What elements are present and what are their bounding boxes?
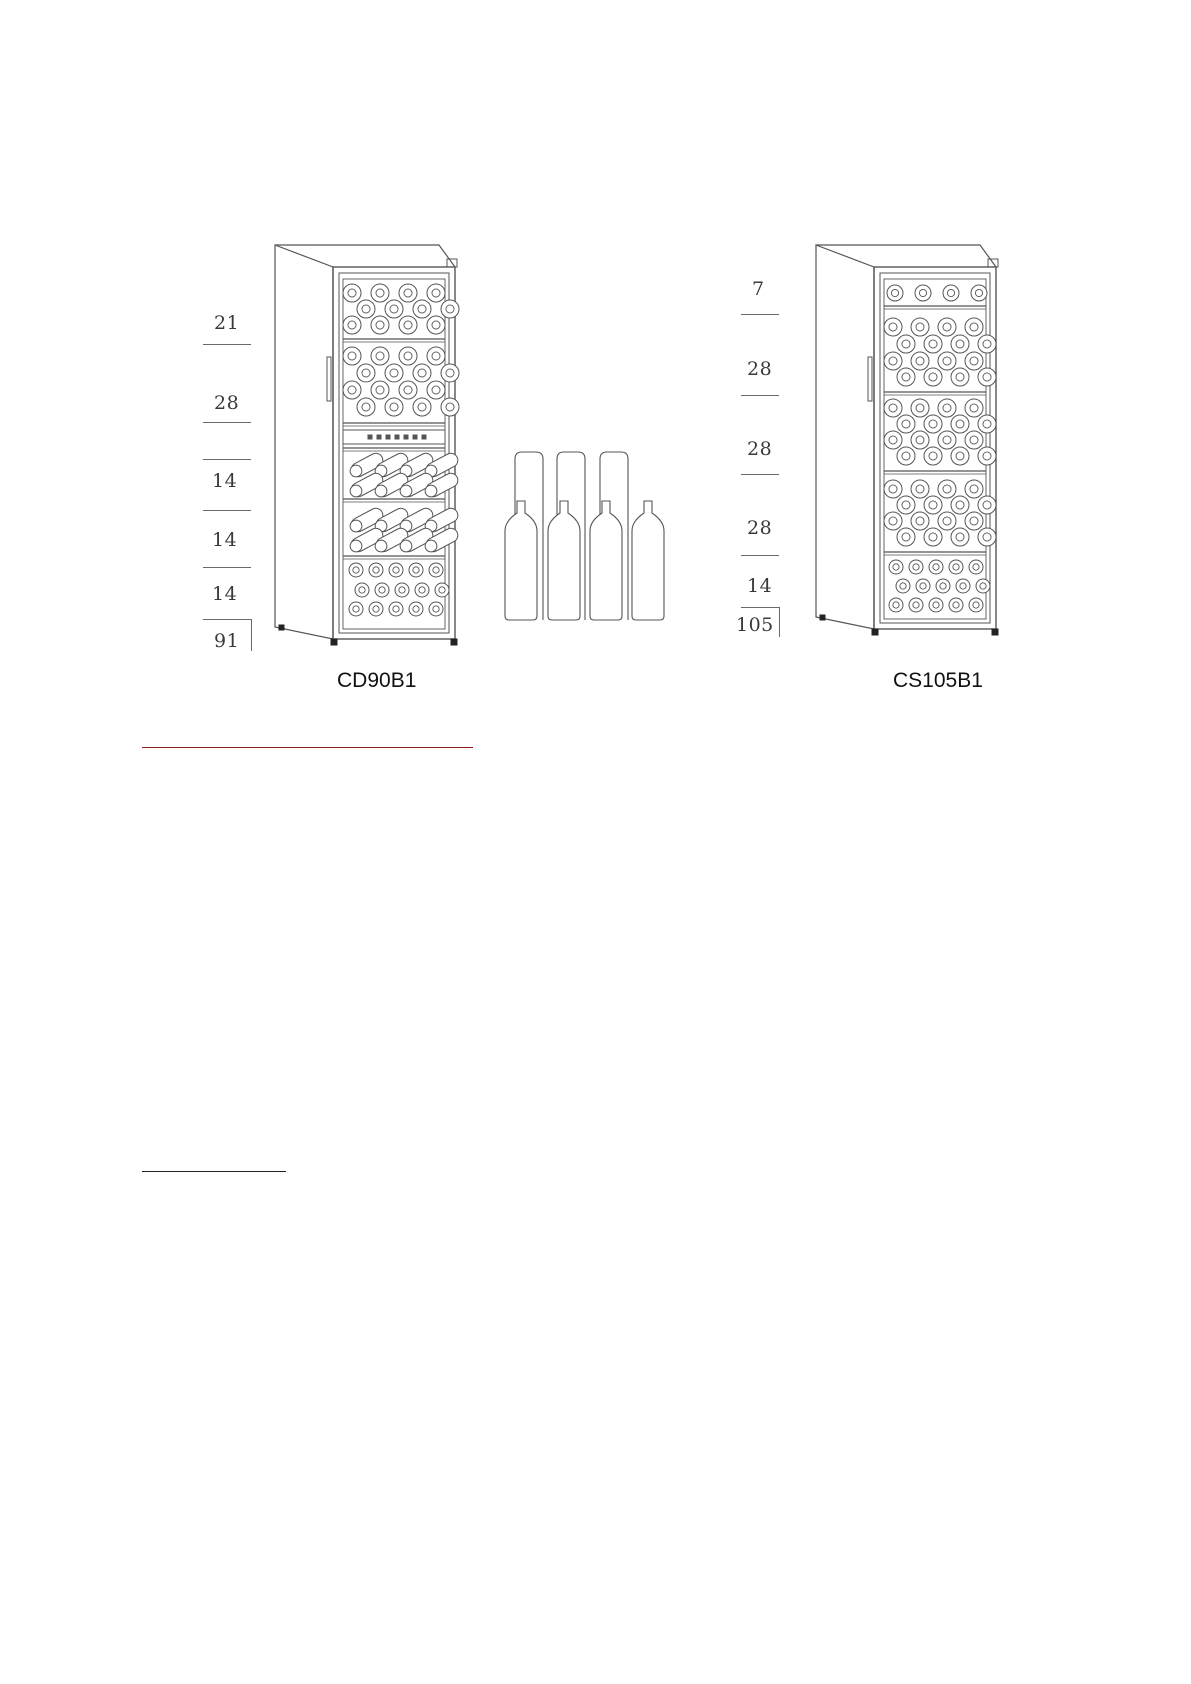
cabinet-side: [816, 245, 874, 629]
bottle-end: [929, 560, 943, 574]
bottle-end: [965, 352, 983, 370]
bottle-end: [896, 579, 910, 593]
bottle-end: [956, 579, 970, 593]
bottle-end: [897, 335, 915, 353]
bottle-end: [978, 496, 996, 514]
bottle-end: [978, 415, 996, 433]
bottle-end: [978, 528, 996, 546]
foot: [872, 629, 878, 635]
foot: [820, 615, 825, 620]
bottle-end: [915, 285, 931, 301]
bottle-end: [969, 598, 983, 612]
foot: [992, 629, 998, 635]
section-heading-rule: [142, 1171, 286, 1172]
bottle-end: [924, 528, 942, 546]
bottle-end: [951, 368, 969, 386]
bottle-end: [924, 368, 942, 386]
bottle-end: [978, 447, 996, 465]
bottle-end: [969, 560, 983, 574]
bottle-end: [965, 399, 983, 417]
bottle-end: [938, 352, 956, 370]
section-heading-rule: [142, 747, 473, 748]
bottle-end: [938, 431, 956, 449]
bottle-end: [911, 512, 929, 530]
zone-capacity-1: 21: [214, 312, 240, 334]
zone-capacity-3: 14: [212, 470, 238, 492]
bottle-end: [884, 431, 902, 449]
bottle-end: [884, 399, 902, 417]
bottle-end: [949, 560, 963, 574]
bottle-end: [951, 496, 969, 514]
bottle-end: [909, 598, 923, 612]
zone-capacity-4: 14: [212, 529, 238, 551]
bottle-end: [911, 480, 929, 498]
model-name: CD90B1: [337, 669, 417, 692]
zone-capacity-5: 14: [747, 575, 773, 597]
bottle-end: [978, 335, 996, 353]
bottle-end: [936, 579, 950, 593]
bottle-end: [911, 399, 929, 417]
bottle-end: [924, 415, 942, 433]
total-capacity: 91: [214, 630, 240, 652]
bottle-end: [938, 480, 956, 498]
zone-capacity-4: 28: [747, 517, 773, 539]
bottle-end: [938, 512, 956, 530]
bottle-end: [911, 431, 929, 449]
zone-capacity-1: 7: [752, 278, 765, 300]
bottle-end: [897, 447, 915, 465]
model-name: CS105B1: [893, 669, 983, 692]
zone-capacity-5: 14: [212, 583, 238, 605]
bottle-end: [951, 447, 969, 465]
bottle-end: [889, 560, 903, 574]
bottle-end: [951, 335, 969, 353]
bottle-end: [965, 318, 983, 336]
bottle-end: [978, 368, 996, 386]
bottle-end: [911, 352, 929, 370]
bottle-end: [889, 598, 903, 612]
bottle-end: [924, 496, 942, 514]
bottle-end: [924, 335, 942, 353]
bottle-end: [887, 285, 903, 301]
bottle-end: [884, 512, 902, 530]
bottle-end: [884, 480, 902, 498]
bottle-end: [884, 318, 902, 336]
zone-capacity-2: 28: [747, 358, 773, 380]
zone-capacity-3: 28: [747, 438, 773, 460]
bottle-end: [909, 560, 923, 574]
bottle-end: [897, 415, 915, 433]
bottle-end: [916, 579, 930, 593]
bottle-end: [943, 285, 959, 301]
bottle-end: [938, 318, 956, 336]
bottle-end: [911, 318, 929, 336]
bottle-end: [965, 431, 983, 449]
zone-capacity-2: 28: [214, 392, 240, 414]
bottle-end: [965, 480, 983, 498]
bottle-end: [951, 415, 969, 433]
bottle-end: [976, 579, 990, 593]
bottle-end: [949, 598, 963, 612]
bottle-end: [897, 528, 915, 546]
bottle-end: [965, 512, 983, 530]
bottle-end: [929, 598, 943, 612]
cabinet-top: [816, 245, 996, 267]
bottle-end: [884, 352, 902, 370]
total-capacity: 105: [736, 614, 774, 636]
bottle-end: [924, 447, 942, 465]
door-handle: [868, 357, 872, 401]
bottle-end: [951, 528, 969, 546]
bottle-end: [897, 496, 915, 514]
bottle-end: [938, 399, 956, 417]
bottle-end: [897, 368, 915, 386]
bottle-end: [971, 285, 987, 301]
